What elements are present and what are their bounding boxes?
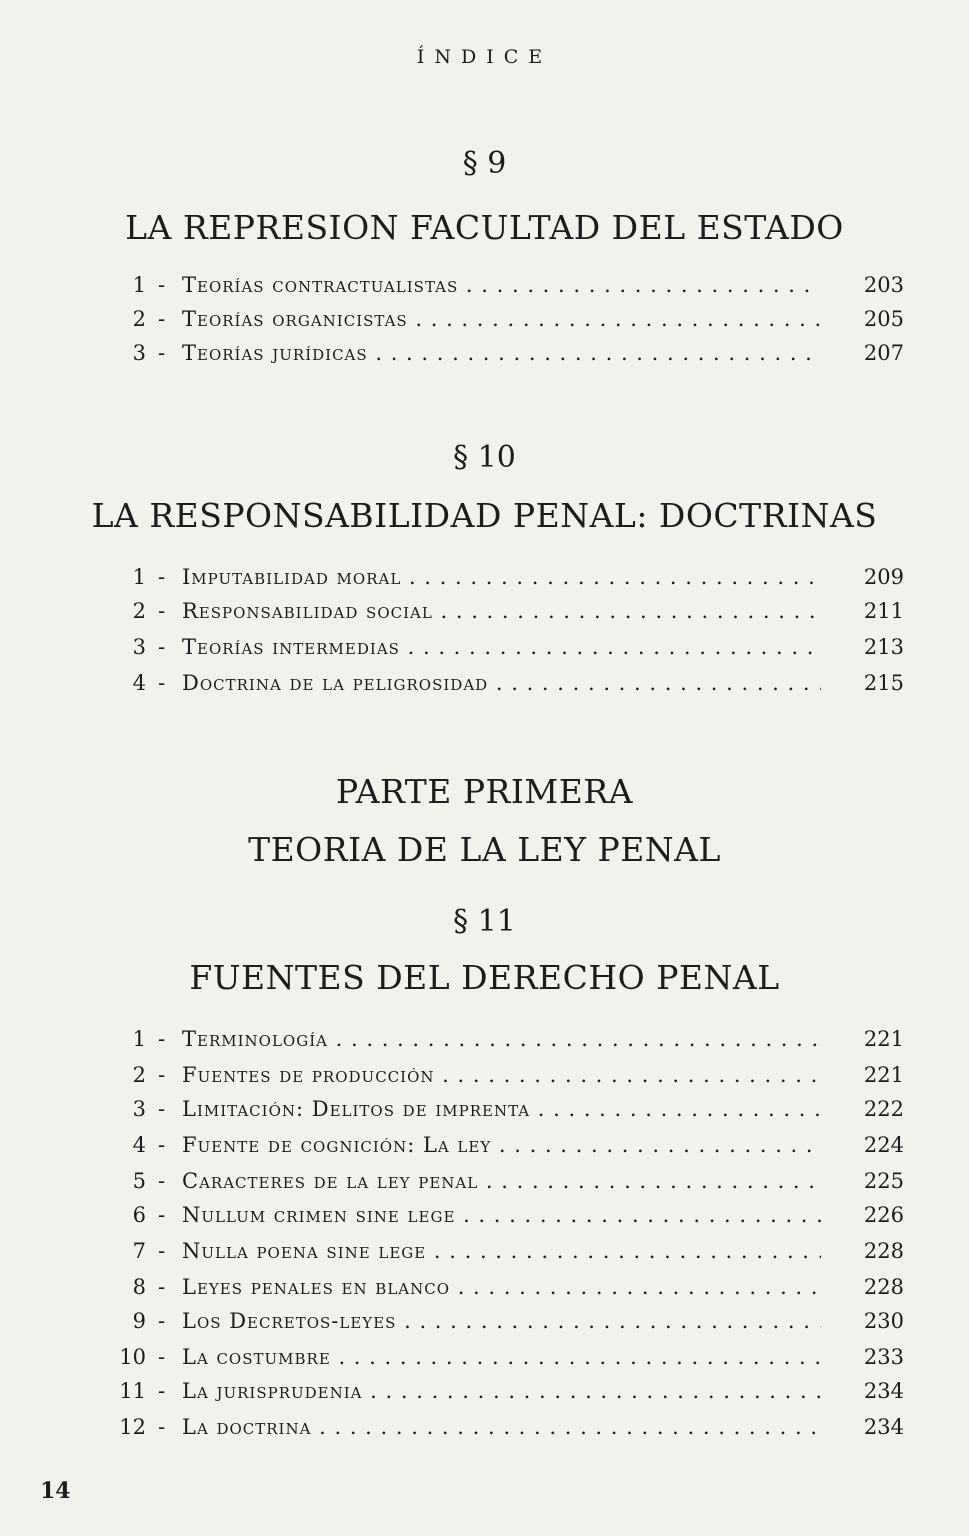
entry-page: 226 — [863, 1203, 904, 1227]
entry-dash: - — [158, 1415, 166, 1439]
entry-number: 3 — [132, 635, 146, 659]
entry-number: 3 — [132, 341, 146, 365]
entry-number: 8 — [132, 1275, 146, 1299]
entry-dash: - — [158, 341, 166, 365]
entry-dash: - — [158, 273, 166, 297]
entry-dash: - — [158, 1169, 166, 1193]
entry-dash: - — [158, 599, 166, 623]
entry-dash: - — [158, 1203, 166, 1227]
entry-title: Nulla poena sine lege . . . — [182, 1234, 821, 1268]
entry-title: Nullum crimen sine lege . . . — [182, 1198, 821, 1232]
entry-page: 221 — [863, 1063, 904, 1087]
entry-title: Imputabilidad moral . . . — [182, 560, 821, 594]
entry-dash: - — [158, 1133, 166, 1157]
entry-page: 207 — [863, 341, 904, 365]
entry-title: La doctrina . . . — [182, 1410, 821, 1444]
entry-page: 224 — [863, 1133, 904, 1157]
toc-row[interactable] — [0, 302, 969, 336]
entry-title: Fuentes de producción . . . — [182, 1058, 821, 1092]
entry-number: 10 — [119, 1345, 146, 1369]
toc-row[interactable] — [0, 1164, 969, 1198]
entry-page: 209 — [863, 565, 904, 589]
entry-title: Leyes penales en blanco . . . — [182, 1270, 821, 1304]
entry-dash: - — [158, 1097, 166, 1121]
toc-row[interactable] — [0, 594, 969, 628]
toc-row[interactable] — [0, 1270, 969, 1304]
entry-page: 221 — [863, 1027, 904, 1051]
entry-title: Teorías intermedias . . . — [182, 630, 821, 664]
entry-page: 230 — [863, 1309, 904, 1333]
entry-dash: - — [158, 635, 166, 659]
part-label: PARTE PRIMERA — [335, 772, 633, 811]
toc-row[interactable] — [0, 1058, 969, 1092]
entry-page: 225 — [863, 1169, 904, 1193]
entry-page: 228 — [863, 1275, 904, 1299]
section-11-symbol: § 11 — [453, 904, 516, 939]
entry-number: 5 — [132, 1169, 146, 1193]
entry-number: 3 — [132, 1097, 146, 1121]
section-10-symbol: § 10 — [453, 440, 516, 475]
entry-number: 12 — [119, 1415, 146, 1439]
toc-row[interactable] — [0, 268, 969, 302]
section-9-symbol: § 9 — [462, 146, 507, 181]
entry-title: Teorías jurídicas . . . — [182, 336, 821, 370]
entry-page: 213 — [863, 635, 904, 659]
entry-page: 203 — [863, 273, 904, 297]
entry-dash: - — [158, 1063, 166, 1087]
page-number: 14 — [40, 1478, 71, 1504]
entry-page: 211 — [863, 599, 904, 623]
entry-title: Doctrina de la peligrosidad . . . — [182, 666, 821, 700]
entry-title: Terminología . . . — [182, 1022, 821, 1056]
entry-number: 9 — [132, 1309, 146, 1333]
entry-title: Teorías contractualistas . . . — [182, 268, 821, 302]
entry-dash: - — [158, 307, 166, 331]
entry-dash: - — [158, 1275, 166, 1299]
entry-dash: - — [158, 1379, 166, 1403]
entry-dash: - — [158, 1239, 166, 1263]
running-head: ÍNDICE — [416, 46, 553, 68]
entry-title: Los Decretos-leyes . . . — [182, 1304, 821, 1338]
part-title: TEORIA DE LA LEY PENAL — [248, 830, 721, 869]
entry-number: 11 — [119, 1379, 146, 1403]
entry-number: 1 — [132, 1027, 146, 1051]
toc-row[interactable] — [0, 1022, 969, 1056]
entry-dash: - — [158, 565, 166, 589]
entry-title: La jurisprudenia . . . — [182, 1374, 821, 1408]
entry-page: 222 — [863, 1097, 904, 1121]
entry-page: 215 — [863, 671, 904, 695]
toc-row[interactable] — [0, 1304, 969, 1338]
entry-title: Teorías organicistas . . . — [182, 302, 821, 336]
entry-title: Fuente de cognición: La ley . . . — [182, 1128, 821, 1162]
entry-title: La costumbre . . . — [182, 1340, 821, 1374]
entry-page: 234 — [863, 1379, 904, 1403]
toc-row[interactable] — [0, 560, 969, 594]
section-11-heading: FUENTES DEL DERECHO PENAL — [189, 958, 780, 997]
entry-number: 1 — [132, 273, 146, 297]
toc-row[interactable] — [0, 666, 969, 700]
entry-page: 233 — [863, 1345, 904, 1369]
entry-number: 4 — [132, 671, 146, 695]
entry-number: 1 — [132, 565, 146, 589]
toc-row[interactable] — [0, 1234, 969, 1268]
entry-number: 4 — [132, 1133, 146, 1157]
toc-row[interactable] — [0, 630, 969, 664]
section-10-heading: LA RESPONSABILIDAD PENAL: DOCTRINAS — [91, 496, 878, 535]
entry-page: 234 — [863, 1415, 904, 1439]
entry-dash: - — [158, 1309, 166, 1333]
entry-dash: - — [158, 1027, 166, 1051]
entry-title: Responsabilidad social . . . — [182, 594, 821, 628]
entry-number: 2 — [132, 307, 146, 331]
entry-title: Caracteres de la ley penal . . . — [182, 1164, 821, 1198]
toc-row[interactable] — [0, 1410, 969, 1444]
entry-number: 2 — [132, 599, 146, 623]
entry-number: 2 — [132, 1063, 146, 1087]
entry-page: 205 — [863, 307, 904, 331]
entry-title: Limitación: Delitos de imprenta . . . — [182, 1092, 821, 1126]
entry-number: 6 — [132, 1203, 146, 1227]
entry-dash: - — [158, 671, 166, 695]
entry-dash: - — [158, 1345, 166, 1369]
toc-row[interactable] — [0, 1340, 969, 1374]
toc-row[interactable] — [0, 1198, 969, 1232]
section-9-heading: LA REPRESION FACULTAD DEL ESTADO — [125, 208, 844, 247]
toc-row[interactable] — [0, 336, 969, 370]
toc-row[interactable] — [0, 1092, 969, 1126]
entry-number: 7 — [132, 1239, 146, 1263]
entry-page: 228 — [863, 1239, 904, 1263]
toc-row[interactable] — [0, 1374, 969, 1408]
toc-row[interactable] — [0, 1128, 969, 1162]
